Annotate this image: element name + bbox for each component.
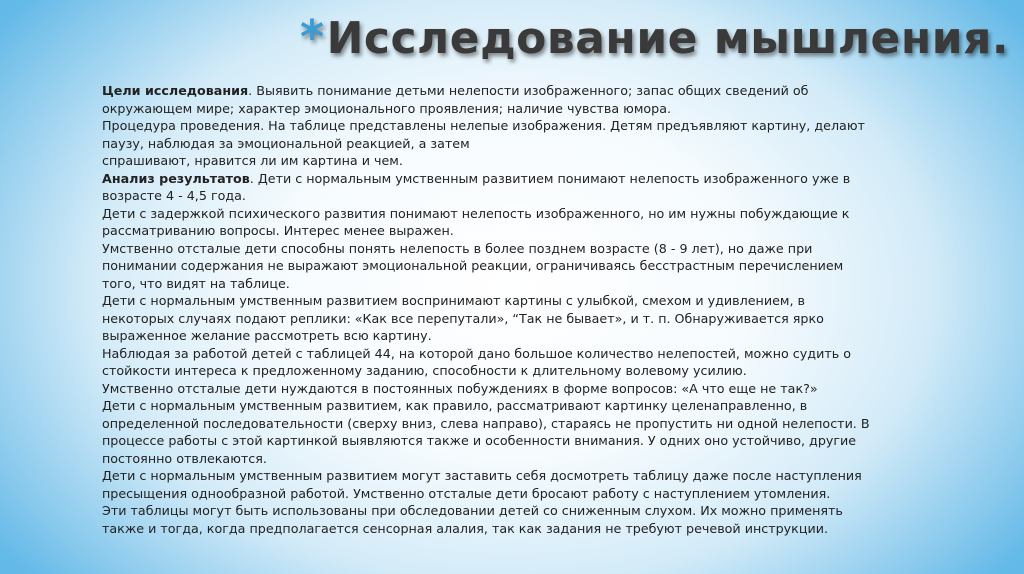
- line-text: Дети с нормальным умственным развитием воспринимают картины с улыбкой, смехом и удивлением, в: [102, 293, 806, 308]
- body-line: [102, 82, 902, 100]
- body-line: [102, 485, 902, 503]
- line-text: постоянно отвлекаются.: [102, 450, 267, 466]
- line-bold: Анализ результатов: [102, 170, 250, 186]
- line-text: Процедура проведения. На таблице представлены нелепые изображения. Детям предъявляют картину, делают: [102, 118, 865, 133]
- line-text: Эти таблицы могут быть использованы при обследовании детей со сниженным слухом. Их можно применять: [102, 503, 843, 518]
- body-line: [102, 415, 902, 433]
- body-line: [102, 117, 902, 135]
- body-line: [102, 380, 902, 398]
- line-text: Дети с нормальным умственным развитием могут заставить себя досмотреть таблицу даже после наступления: [102, 468, 862, 483]
- line-text: . Дети с нормальным умственным развитием понимают нелепость изображенного уже в: [249, 170, 851, 186]
- slide-title: [300, 10, 1009, 64]
- slide-body: [102, 82, 902, 537]
- line-text: Дети с нормальным умственным развитием, как правило, рассматривают картинку целенаправленно, в: [102, 398, 808, 413]
- line-text: рассматриванию вопросы. Интерес менее выражен.: [102, 223, 454, 238]
- line-text: понимании содержания не выражают эмоциональной реакции, ограничиваясь бесстрастным перечислением: [102, 258, 844, 273]
- line-text: Наблюдая за работой детей с таблицей 44, на которой дано большое количество нелепостей, можно судить о: [102, 345, 851, 361]
- line-text: паузу, наблюдая за эмоциональной реакцией, а затем: [102, 135, 470, 151]
- line-text: окружающем мире; характер эмоционального проявления; наличие чувства юмора.: [102, 100, 672, 116]
- title-text: Исследование мышления.: [326, 13, 1010, 64]
- line-text: стойкости интереса к предложенному заданию, способности к длительному волевому усилию.: [102, 363, 747, 378]
- body-line: [102, 310, 902, 328]
- line-text: того, что видят на таблице.: [102, 275, 290, 291]
- body-line: [102, 205, 902, 223]
- body-line: [102, 275, 902, 293]
- line-text: Умственно отсталые дети нуждаются в постоянных побуждениях в форме вопросов: «А что еще не так?»: [102, 380, 818, 396]
- body-line: [102, 345, 902, 363]
- line-text: процессе работы с этой картинкой выявляются также и особенности внимания. У одних оно устойчиво, другие: [102, 433, 857, 448]
- line-text: пресыщения однообразной работой. Умственно отсталые дети бросают работу с наступлением утомления.: [102, 485, 831, 501]
- line-text: Дети с задержкой психического развития понимают нелепость изображенного, но им нужны побуждающие к: [102, 205, 850, 221]
- body-line: [102, 502, 902, 520]
- body-line: [102, 222, 902, 240]
- body-line: [102, 170, 902, 188]
- line-text: определенной последовательности (сверху вниз, слева направо), стараясь не пропустить ни одной нелепости. В: [102, 415, 870, 431]
- body-line: [102, 397, 902, 415]
- body-line: [102, 520, 902, 538]
- body-line: [102, 100, 902, 118]
- title-bullet-icon: *: [300, 10, 325, 64]
- body-line: [102, 135, 902, 153]
- body-line: [102, 257, 902, 275]
- body-line: [102, 152, 902, 170]
- body-line: [102, 450, 902, 468]
- line-bold: Цели исследования: [102, 83, 249, 98]
- body-line: [102, 432, 902, 450]
- body-line: [102, 187, 902, 205]
- body-line: [102, 362, 902, 380]
- body-line: [102, 240, 902, 258]
- body-line: [102, 292, 902, 310]
- line-text: также и тогда, когда предполагается сенсорная алалия, так как задания не требуют речевой инструкции.: [102, 520, 829, 536]
- body-line: [102, 327, 902, 345]
- line-text: выраженное желание рассмотреть всю картину.: [102, 328, 432, 343]
- line-text: Умственно отсталые дети способны понять нелепость в более позднем возрасте (8 - 9 лет), но даже при: [102, 240, 813, 256]
- line-text: . Выявить понимание детьми нелепости изображенного; запас общих сведений об: [248, 83, 809, 98]
- line-text: спрашивают, нравится ли им картина и чем.: [102, 153, 403, 168]
- body-line: [102, 467, 902, 485]
- line-text: возрасте 4 - 4,5 года.: [102, 188, 246, 203]
- line-text: некоторых случаях подают реплики: «Как все перепутали», “Так не бывает», и т. п. Обнаруживается ярко: [102, 310, 824, 326]
